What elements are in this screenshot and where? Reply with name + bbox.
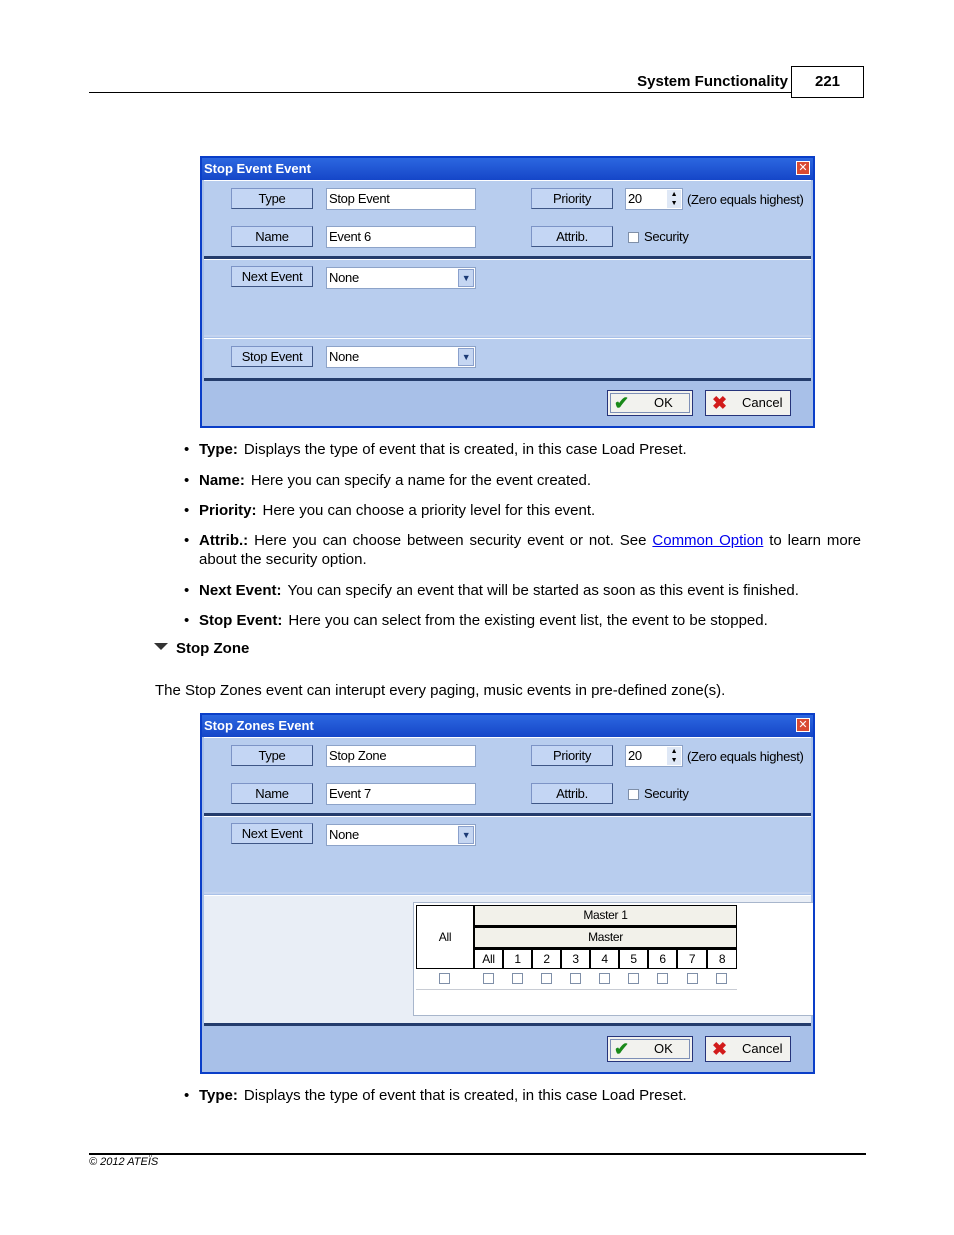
chevron-down-icon[interactable]: ▼ <box>458 348 474 366</box>
section-heading[interactable]: Stop Zone <box>176 640 250 657</box>
close-icon: ✖ <box>712 1039 728 1059</box>
next-event-label: Next Event <box>231 266 313 287</box>
list-item: • Priority: Here you can choose a priority level for this event. <box>199 501 861 520</box>
next-event-combo[interactable] <box>326 267 476 289</box>
divider <box>204 1023 811 1026</box>
zone-checkbox-all[interactable] <box>483 973 494 984</box>
master-header: Master <box>474 927 737 949</box>
zone-column-7: 7 <box>677 949 707 969</box>
spinner-arrows-icon[interactable]: ▲ ▼ <box>667 747 681 765</box>
close-icon[interactable]: ✕ <box>796 161 810 175</box>
chevron-down-icon[interactable]: ▼ <box>458 826 474 844</box>
stop-event-value: None <box>329 349 359 364</box>
all-zones-header: All <box>416 905 474 969</box>
page-number: 221 <box>791 66 864 98</box>
zone-column-2: 2 <box>532 949 561 969</box>
priority-note: (Zero equals highest) <box>687 192 804 207</box>
dialog-title: Stop Zones Event <box>202 715 813 737</box>
zone-checkbox-8[interactable] <box>716 973 727 984</box>
security-label: Security <box>644 229 689 244</box>
divider <box>204 335 811 337</box>
zone-checkbox-4[interactable] <box>599 973 610 984</box>
name-field[interactable]: Event 7 <box>326 783 476 805</box>
priority-note: (Zero equals highest) <box>687 749 804 764</box>
footer-rule <box>89 1153 866 1155</box>
collapse-triangle-icon[interactable] <box>154 643 168 650</box>
cancel-button[interactable] <box>705 1036 791 1062</box>
type-field[interactable]: Stop Event <box>326 188 476 210</box>
close-icon: ✖ <box>712 393 728 413</box>
priority-spinner[interactable] <box>625 188 683 210</box>
security-checkbox[interactable] <box>628 232 639 243</box>
priority-value: 20 <box>628 191 642 206</box>
divider <box>204 378 811 381</box>
section-title: System Functionality <box>637 73 788 90</box>
zone-column-6: 6 <box>648 949 677 969</box>
master-1-header: Master 1 <box>474 905 737 927</box>
cancel-label: Cancel <box>742 395 783 410</box>
zone-checkbox-2[interactable] <box>541 973 552 984</box>
zone-column-5: 5 <box>619 949 648 969</box>
zone-checkbox-5[interactable] <box>628 973 639 984</box>
attrib-label: Attrib. <box>531 783 613 804</box>
ok-label: OK <box>654 1041 673 1056</box>
zone-grid <box>413 902 815 1016</box>
stop-event-label: Stop Event <box>231 346 313 367</box>
zone-column-1: 1 <box>503 949 532 969</box>
zone-checkbox-6[interactable] <box>657 973 668 984</box>
zone-column-8: 8 <box>707 949 737 969</box>
spinner-arrows-icon[interactable]: ▲ ▼ <box>667 190 681 208</box>
cancel-button[interactable] <box>705 390 791 416</box>
all-zones-checkbox[interactable] <box>439 973 450 984</box>
list-item: • Type: Displays the type of event that is created, in this case Load Preset. <box>199 440 861 459</box>
next-event-combo[interactable] <box>326 824 476 846</box>
zone-checkbox-7[interactable] <box>687 973 698 984</box>
close-icon[interactable]: ✕ <box>796 718 810 732</box>
name-field[interactable]: Event 6 <box>326 226 476 248</box>
name-label: Name <box>231 226 313 247</box>
priority-value: 20 <box>628 748 642 763</box>
priority-spinner[interactable] <box>625 745 683 767</box>
ok-label: OK <box>654 395 673 410</box>
next-event-value: None <box>329 270 359 285</box>
list-item: • Stop Event: Here you can select from the existing event list, the event to be stopped. <box>199 611 861 630</box>
stop-zones-dialog <box>200 713 815 1074</box>
type-label: Type <box>231 188 313 209</box>
list-item: • Attrib.: Here you can choose between security event or not. See Common Option to learn more about the security option. <box>199 531 861 569</box>
header-rule <box>89 92 791 93</box>
common-option-link[interactable]: Common Option <box>652 532 764 549</box>
checkmark-icon: ✔ <box>614 1039 630 1059</box>
zone-checkbox-1[interactable] <box>512 973 523 984</box>
section-intro: The Stop Zones event can interupt every paging, music events in pre-defined zone(s). <box>155 682 726 699</box>
dialog-title: Stop Event Event <box>202 158 813 180</box>
name-label: Name <box>231 783 313 804</box>
list-item: • Type: Displays the type of event that is created, in this case Load Preset. <box>199 1086 861 1105</box>
divider <box>204 892 811 894</box>
zone-column-all: All <box>474 949 503 969</box>
zone-column-4: 4 <box>590 949 619 969</box>
cancel-label: Cancel <box>742 1041 783 1056</box>
type-label: Type <box>231 745 313 766</box>
list-item: • Name: Here you can specify a name for the event created. <box>199 471 861 490</box>
ok-button[interactable] <box>607 1036 693 1062</box>
chevron-down-icon[interactable]: ▼ <box>458 269 474 287</box>
stop-event-combo[interactable] <box>326 346 476 368</box>
security-checkbox[interactable] <box>628 789 639 800</box>
priority-label: Priority <box>531 188 613 209</box>
attrib-label: Attrib. <box>531 226 613 247</box>
security-label: Security <box>644 786 689 801</box>
list-item: • Next Event: You can specify an event that will be started as soon as this event is finished. <box>199 581 861 600</box>
zone-checkbox-3[interactable] <box>570 973 581 984</box>
ok-button[interactable] <box>607 390 693 416</box>
next-event-label: Next Event <box>231 823 313 844</box>
next-event-value: None <box>329 827 359 842</box>
zone-column-3: 3 <box>561 949 590 969</box>
type-field[interactable]: Stop Zone <box>326 745 476 767</box>
priority-label: Priority <box>531 745 613 766</box>
stop-event-dialog <box>200 156 815 428</box>
checkmark-icon: ✔ <box>614 393 630 413</box>
copyright: © 2012 ATEÏS <box>89 1156 159 1168</box>
